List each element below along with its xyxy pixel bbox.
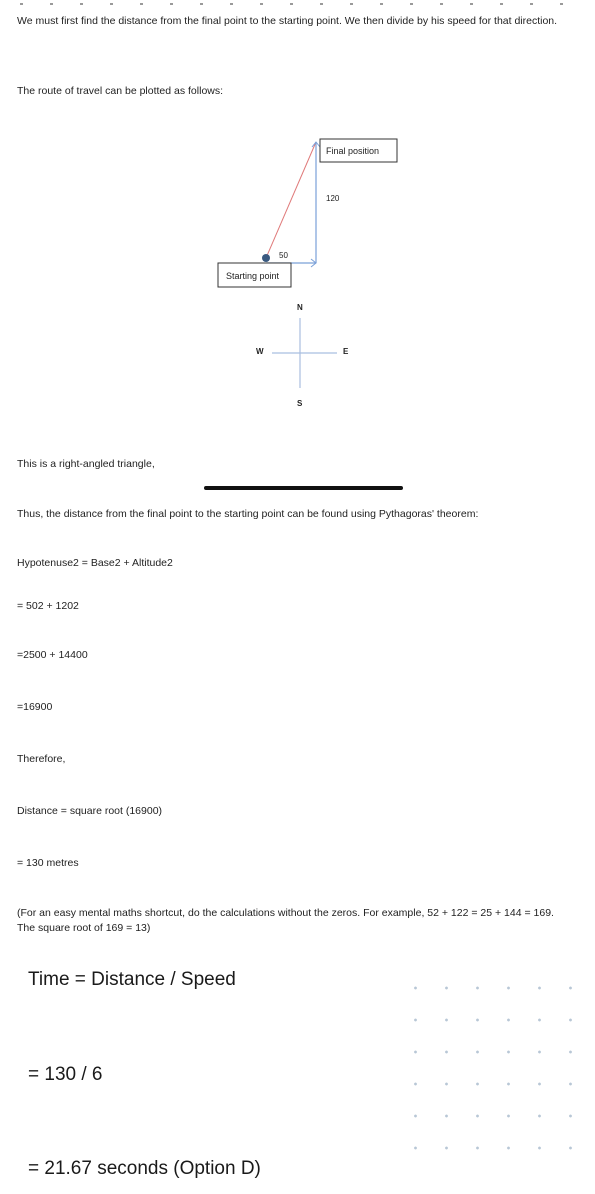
compass-e: E: [343, 347, 349, 356]
step-2: =2500 + 14400: [17, 649, 88, 661]
time-formula: Time = Distance / Speed: [28, 969, 236, 990]
top-dashed-border: [20, 3, 580, 5]
label-120: 120: [326, 194, 340, 203]
formula-line: Hypotenuse2 = Base2 + Altitude2: [17, 557, 173, 569]
therefore-label: Therefore,: [17, 753, 66, 765]
time-answer: = 21.67 seconds (Option D): [28, 1158, 261, 1179]
distance-formula: Distance = square root (16900): [17, 805, 163, 817]
intro-paragraph: We must first find the distance from the final point to the starting point. We then divide by his speed for that direction.: [17, 15, 558, 27]
shortcut-note: (For an easy mental maths shortcut, do the calculations without the zeros. For example, 52 + 122 = 25 + 144 = 169. The square root of 169 = 13): [17, 907, 554, 934]
starting-point-label: Starting point: [226, 271, 280, 281]
decorative-dot-grid: [400, 972, 590, 1172]
distance-result: = 130 metres: [17, 857, 79, 869]
time-step: = 130 / 6: [28, 1064, 103, 1085]
label-50: 50: [279, 251, 288, 260]
right-triangle-paragraph: This is a right-angled triangle,: [17, 458, 155, 470]
step-3: =16900: [17, 701, 53, 713]
step-1: = 502 + 1202: [17, 600, 79, 612]
divider-bar: [204, 486, 403, 490]
compass-s: S: [297, 399, 303, 408]
pythagoras-paragraph: Thus, the distance from the final point to the starting point can be found using Pythagoras' theorem:: [17, 508, 479, 520]
compass-w: W: [256, 347, 264, 356]
route-hypotenuse-line: [266, 142, 316, 258]
route-diagram: [0, 130, 595, 420]
route-paragraph: The route of travel can be plotted as follows:: [17, 85, 224, 97]
compass-n: N: [297, 303, 303, 312]
starting-point-marker: [262, 254, 270, 262]
final-position-label: Final position: [326, 146, 380, 156]
